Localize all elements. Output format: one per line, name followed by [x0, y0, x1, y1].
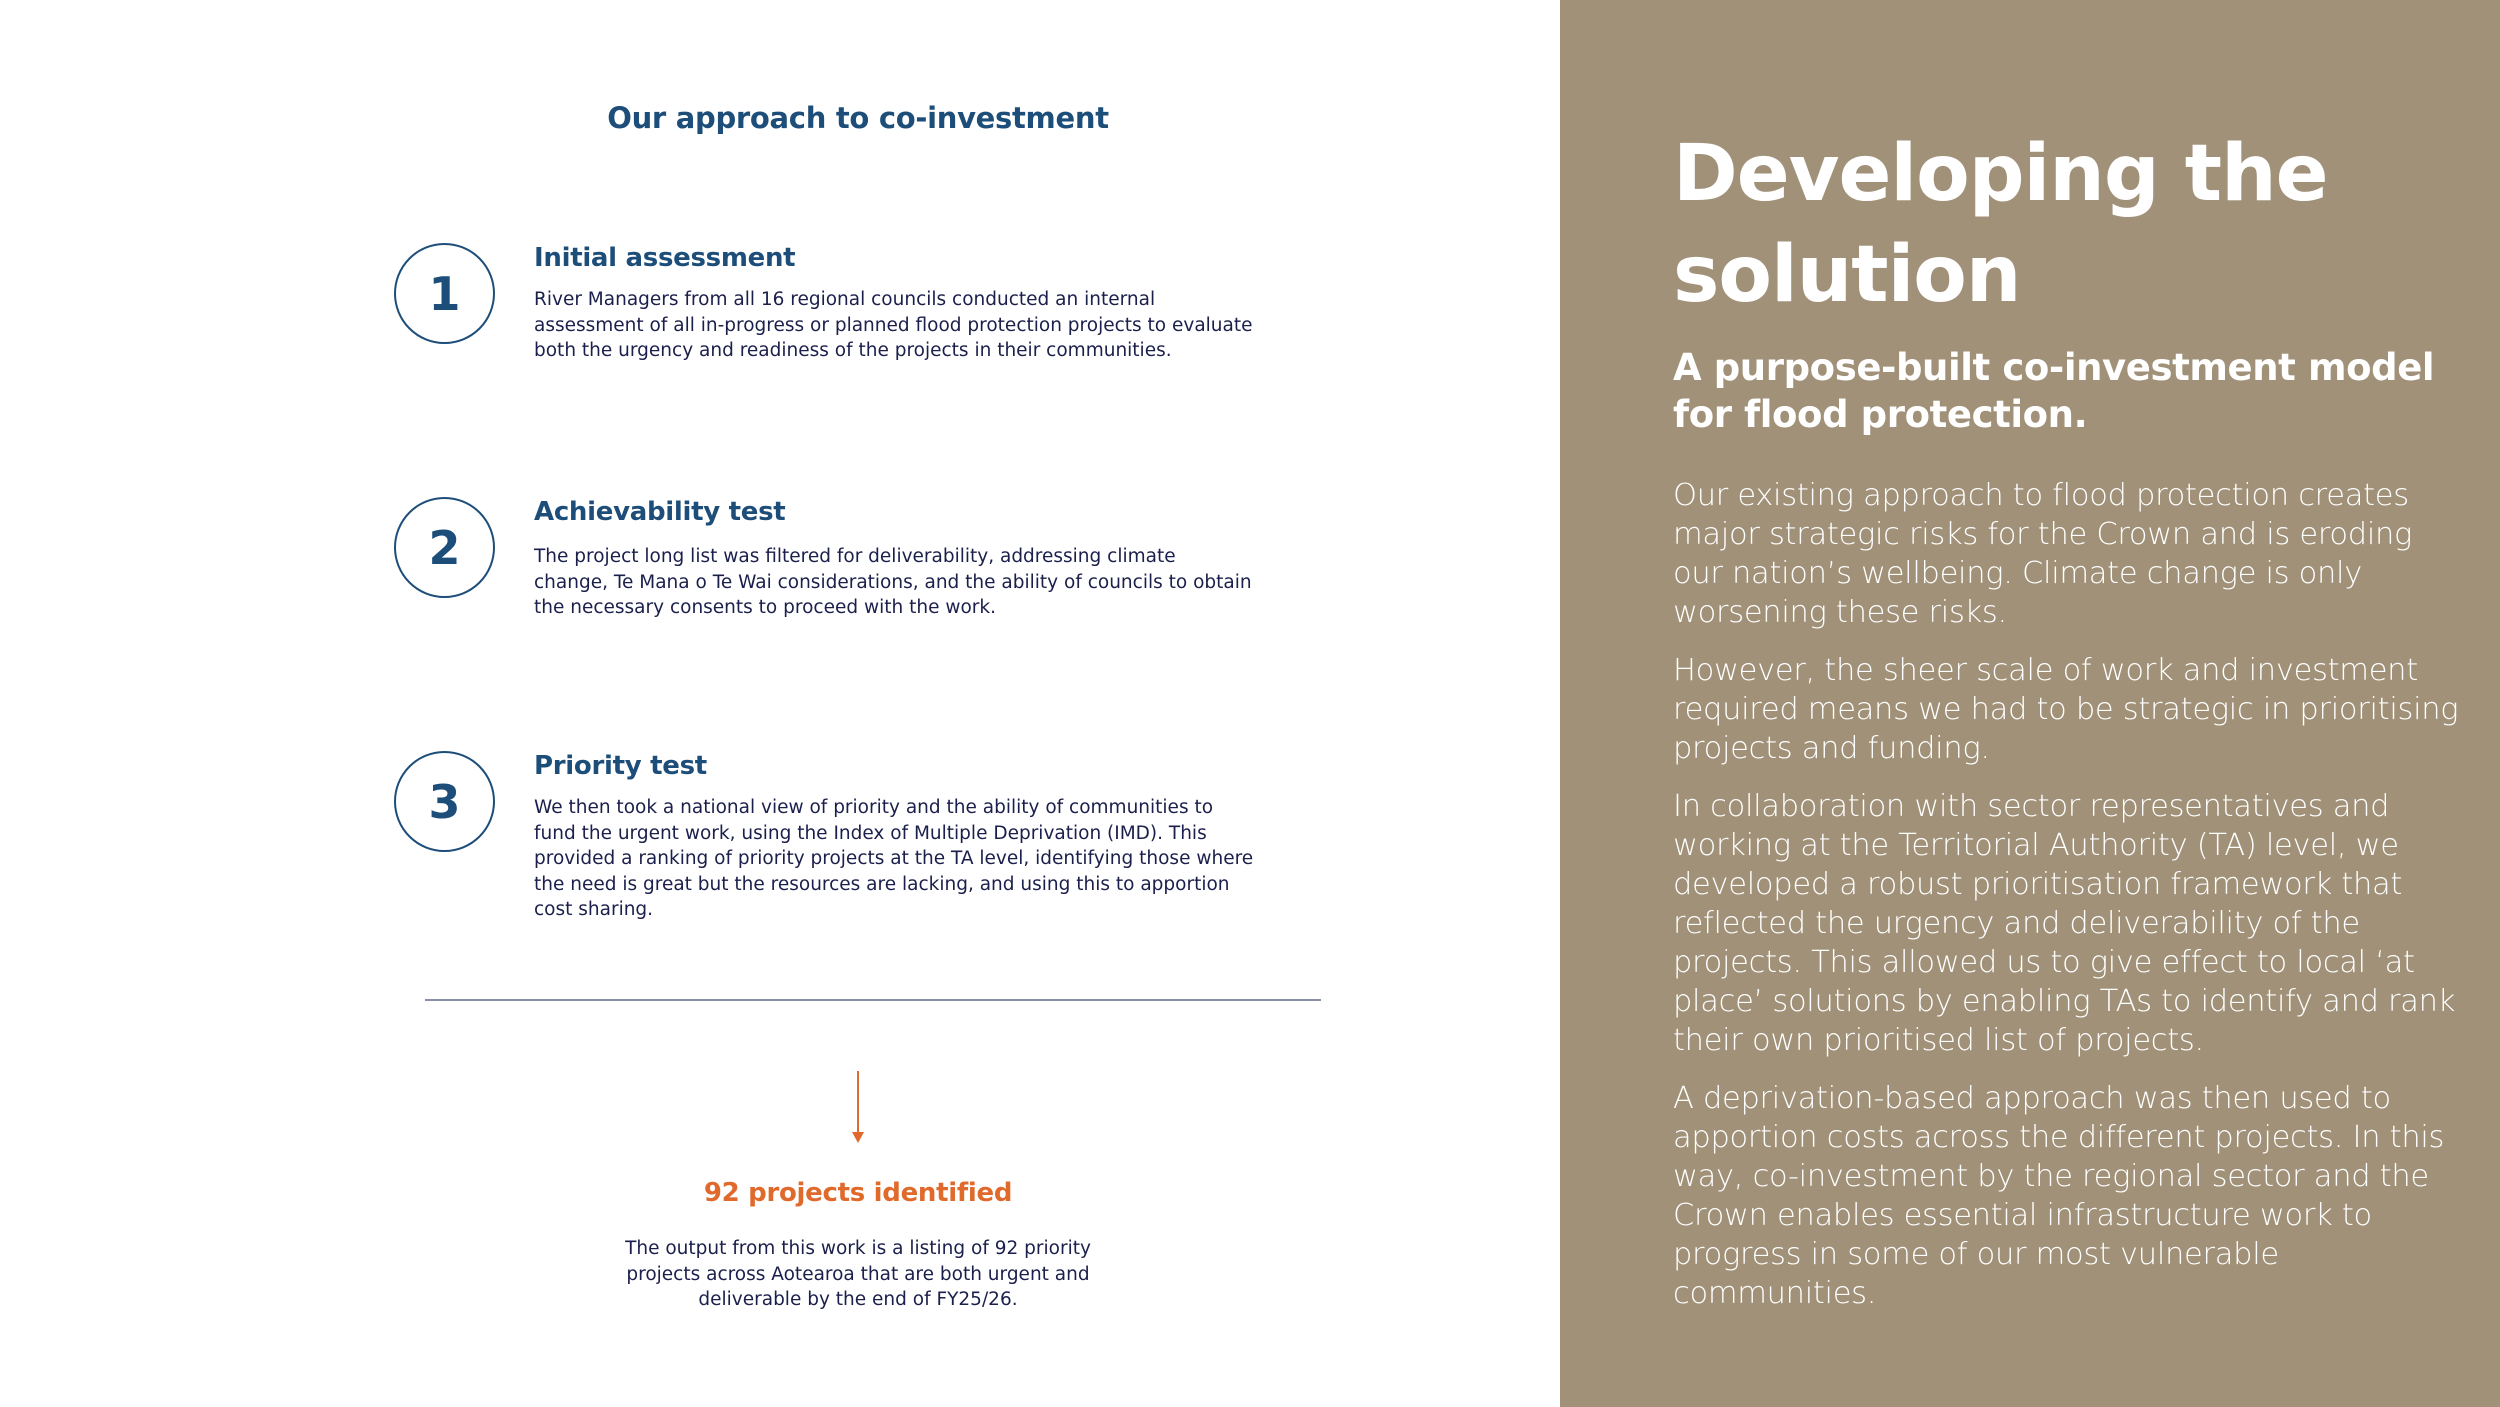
- step-title: Initial assessment: [534, 243, 796, 273]
- result-title: 92 projects identified: [703, 1178, 1013, 1208]
- result-body: The output from this work is a listing of 92 priority projects across Aotearoa that are both urgent and deliverable by the end of FY25/26.: [625, 1238, 1091, 1310]
- step-number-circle: 1: [394, 243, 495, 344]
- section-divider: [425, 999, 1321, 1001]
- paragraph: In collaboration with sector representatives and working at the Territorial Authority (TA) level, we developed a robust prioritisation framework that reflected the urgency and deliverability of the projects. This allowed us to give effect to local ‘at place’ solutions by enabling TAs to identify and rank their own prioritised list of projects.: [1673, 789, 2456, 1058]
- step-title: Achievability test: [534, 497, 786, 527]
- step-body: The project long list was filtered for deliverability, addressing climate change, Te Mana o Te Wai considerations, and the ability of councils to obtain the necessary consents to proceed with the work.: [534, 546, 1252, 618]
- down-arrow-icon: [857, 1071, 859, 1135]
- approach-title: Our approach to co-investment: [607, 101, 1109, 135]
- step-body: We then took a national view of priority and the ability of communities to fund the urgent work, using the Index of Multiple Deprivation (IMD). This provided a ranking of priority projects at the TA level, identifying those where the need is great but the resources are lacking, and using this to apportion cost sharing.: [534, 797, 1254, 920]
- paragraph: Our existing approach to flood protection creates major strategic risks for the Crown and is eroding our nation’s wellbeing. Climate change is only worsening these risks.: [1673, 478, 2413, 630]
- arrow-head-icon: [852, 1132, 864, 1143]
- step-number-circle: 3: [394, 751, 495, 852]
- step-number-circle: 2: [394, 497, 495, 598]
- paragraph: However, the sheer scale of work and investment required means we had to be strategic in prioritising projects and funding.: [1673, 653, 2459, 766]
- step-title: Priority test: [534, 751, 707, 781]
- solution-subheading: A purpose-built co-investment model for flood protection.: [1673, 346, 2435, 436]
- step-body: River Managers from all 16 regional councils conducted an internal assessment of all in-progress or planned flood protection projects to evaluate both the urgency and readiness of the projects in their communities.: [534, 289, 1253, 361]
- solution-heading: Developing the solution: [1673, 129, 2328, 320]
- paragraph: A deprivation-based approach was then used to apportion costs across the different projects. In this way, co-investment by the regional sector and the Crown enables essential infrastructure work to progress in some of our most vulnerable communities.: [1673, 1081, 2445, 1311]
- solution-paragraphs: [1673, 476, 2463, 1332]
